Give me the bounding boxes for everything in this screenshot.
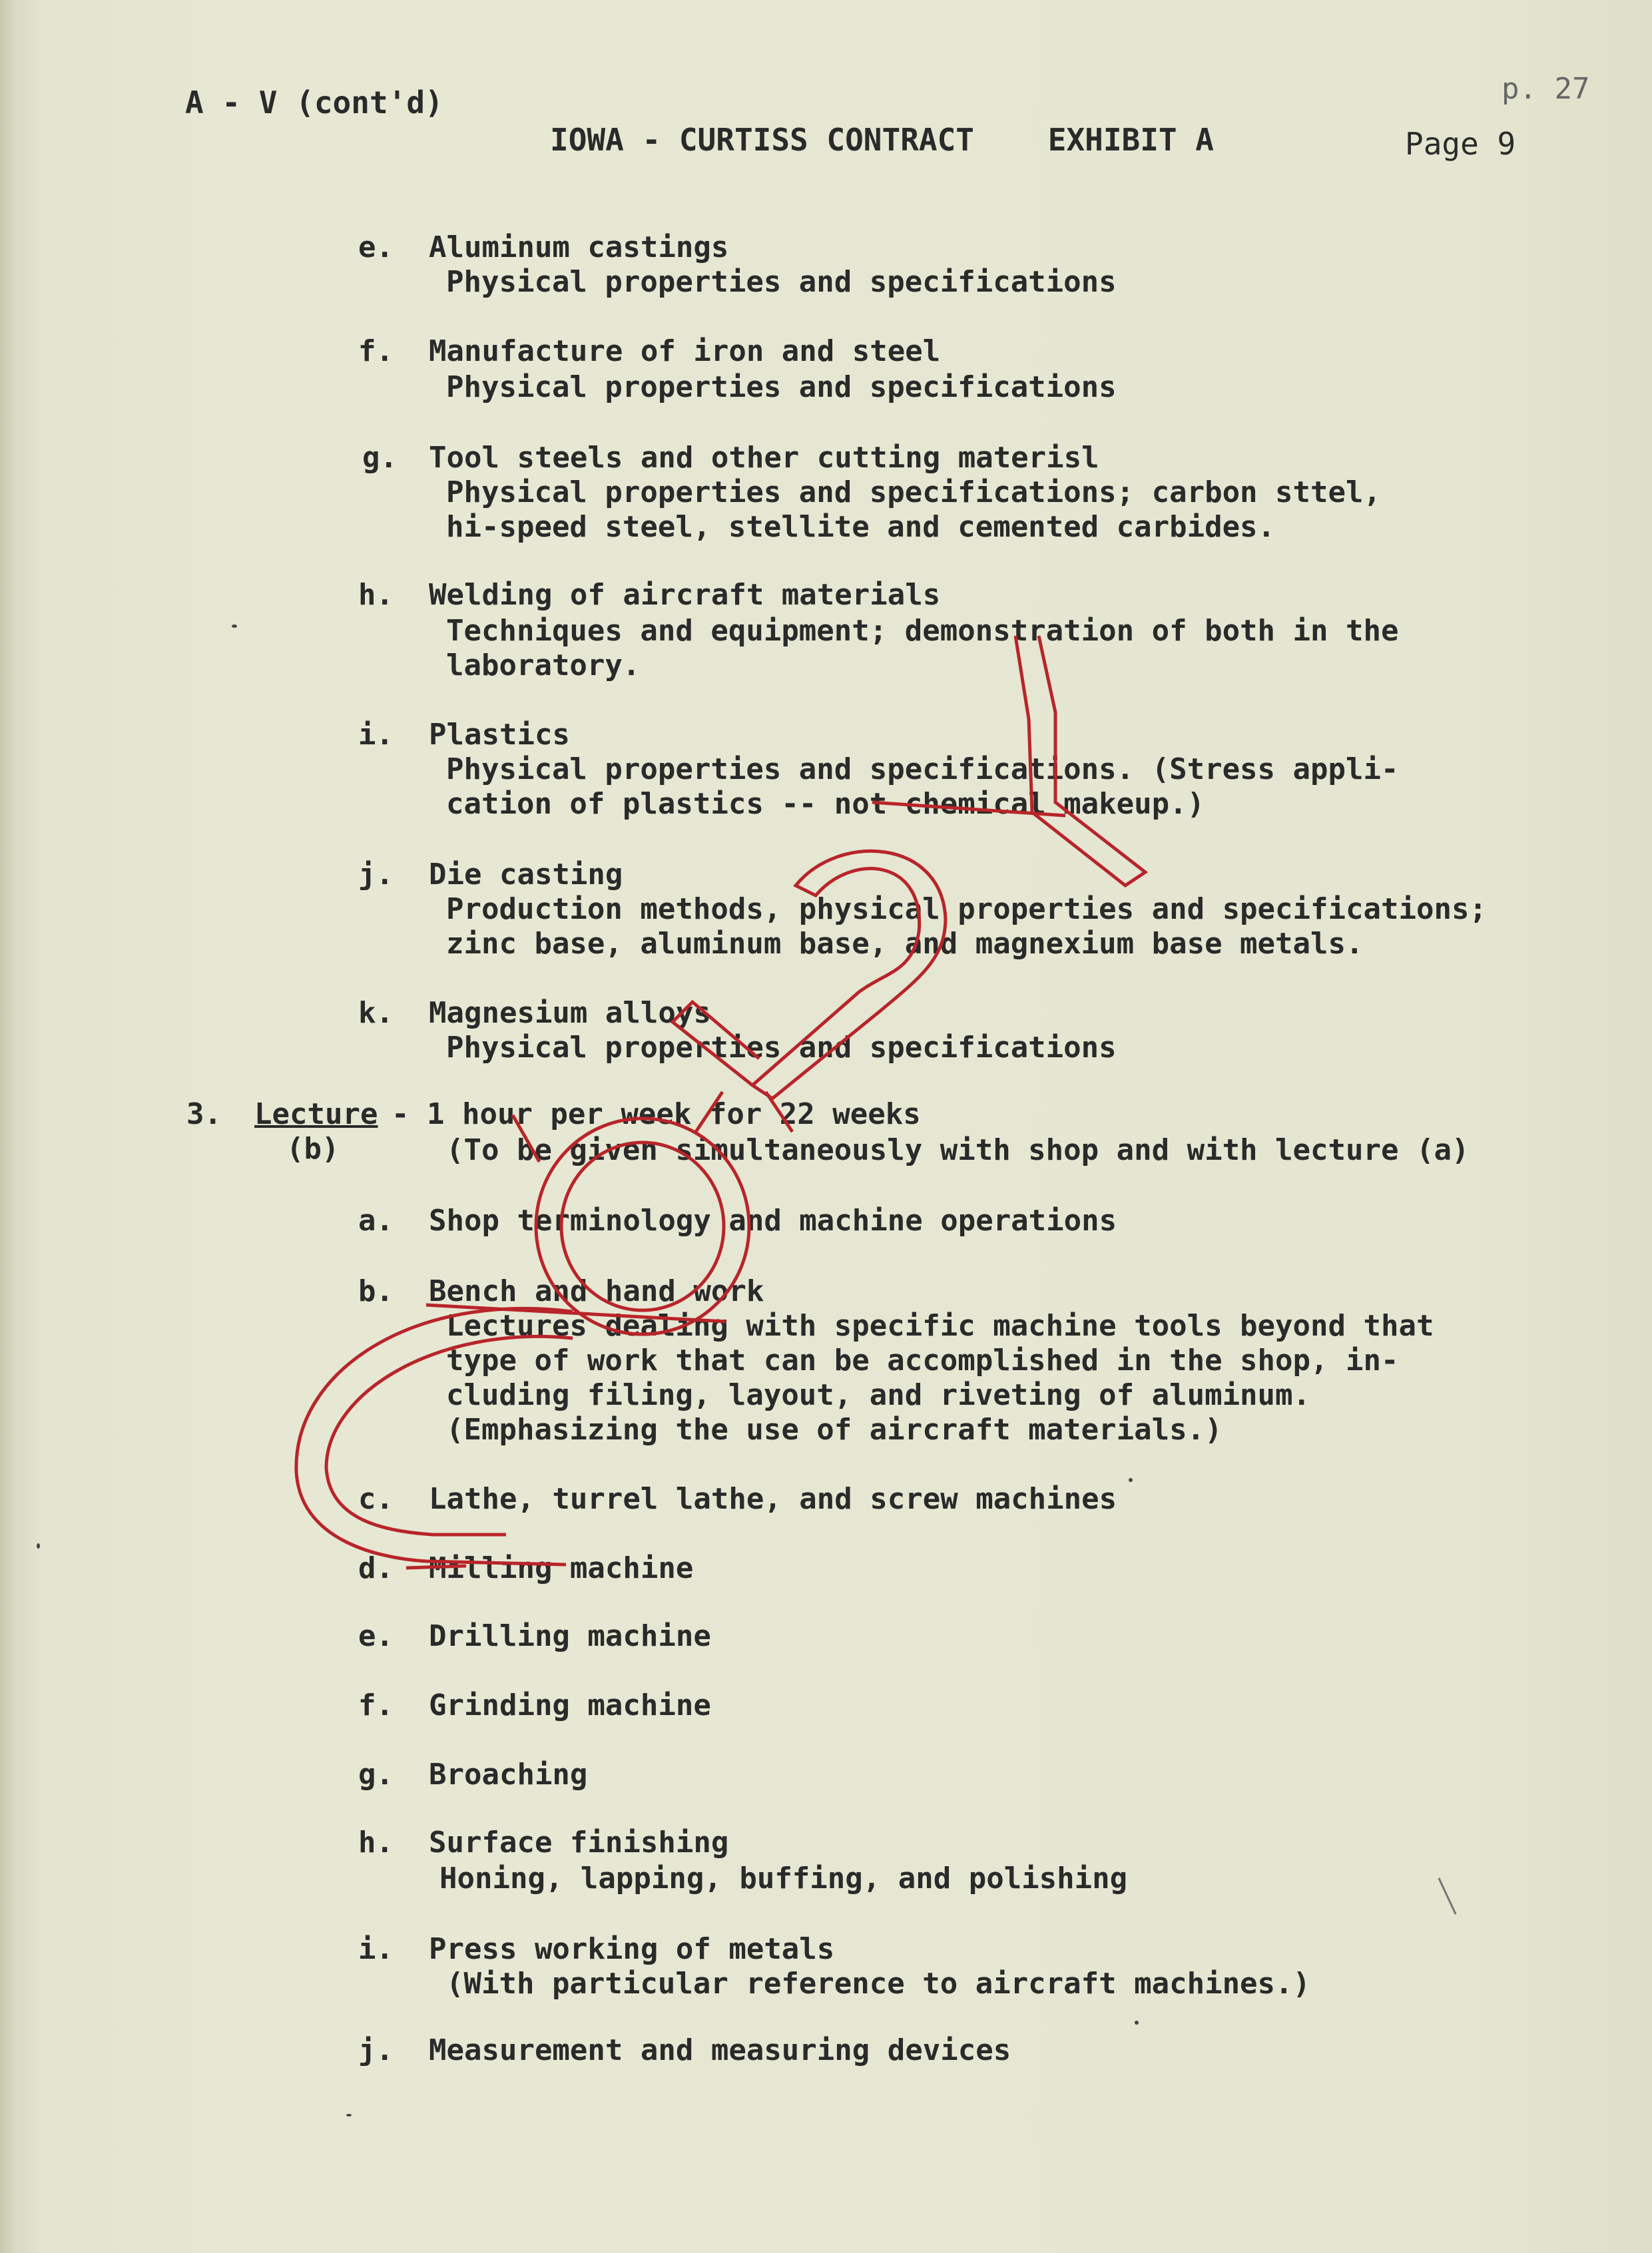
item-title: Drilling machine <box>429 1619 711 1653</box>
paper-mark <box>1438 1878 1456 1915</box>
item-title: Welding of aircraft materials <box>429 578 941 612</box>
paper-speck <box>346 2114 352 2117</box>
item-line: Physical properties and specifications <box>446 265 1117 299</box>
item-letter: i. <box>358 1932 394 1966</box>
item-letter: i. <box>358 718 394 752</box>
item-letter: g. <box>362 441 398 475</box>
item-title: Aluminum castings <box>429 230 729 264</box>
page-label: Page 9 <box>1405 126 1516 162</box>
item-line: Honing, lapping, buffing, and polishing <box>439 1862 1128 1895</box>
item-title: Grinding machine <box>429 1688 711 1722</box>
item-line: (Emphasizing the use of aircraft materials.) <box>446 1413 1223 1447</box>
item-title: Lathe, turrel lathe, and screw machines <box>429 1482 1117 1516</box>
item-title: Milling machine <box>429 1551 694 1585</box>
paper-speck <box>1135 2021 1139 2025</box>
item-line: Production methods, physical properties and specifications; <box>446 892 1487 926</box>
item-letter: c. <box>358 1482 394 1516</box>
item-title: Plastics <box>429 718 570 752</box>
item-title: Surface finishing <box>429 1826 729 1860</box>
item-line: type of work that can be accomplished in the shop, in- <box>446 1344 1399 1377</box>
item-letter: e. <box>358 1619 394 1653</box>
item-line: Physical properties and specifications <box>446 1031 1117 1065</box>
header-left: A - V (cont'd) <box>185 85 443 121</box>
item-letter: g. <box>358 1758 394 1792</box>
page-number: p. 27 <box>1502 72 1590 106</box>
item-letter: h. <box>358 578 394 612</box>
paper-speck <box>1129 1478 1133 1482</box>
item-title: Measurement and measuring devices <box>429 2033 1011 2067</box>
item-line: Physical properties and specifications <box>446 370 1117 404</box>
item-letter: k. <box>358 996 394 1030</box>
section-number: 3. <box>186 1097 222 1131</box>
item-line: (With particular reference to aircraft machines.) <box>446 1967 1311 2001</box>
item-title: Tool steels and other cutting materisl <box>429 441 1099 475</box>
item-letter: j. <box>358 858 394 891</box>
item-letter: f. <box>358 1688 394 1722</box>
item-letter: j. <box>358 2033 394 2067</box>
item-title: Broaching <box>429 1758 588 1792</box>
item-line: zinc base, aluminum base, and magnexium base metals. <box>446 927 1364 961</box>
section-label: Lecture <box>254 1097 378 1131</box>
item-title: Magnesium alloys <box>429 996 711 1030</box>
item-letter: f. <box>358 334 394 368</box>
item-title: Manufacture of iron and steel <box>429 334 941 368</box>
item-line: Techniques and equipment; demonstration of both in the <box>446 614 1399 648</box>
item-line: cation of plastics -- not chemical makeup.) <box>446 787 1205 821</box>
section-label-sub: (b) <box>286 1132 340 1166</box>
item-line: Physical properties and specifications; carbon sttel, <box>446 475 1381 509</box>
item-letter: a. <box>358 1204 394 1238</box>
section-note: (To be given simultaneously with shop and with lecture (a) <box>446 1133 1470 1167</box>
item-title: Bench and hand work <box>429 1274 764 1308</box>
item-title: Die casting <box>429 858 623 891</box>
section-schedule: - 1 hour per week for 22 weeks <box>392 1097 921 1131</box>
header-title: IOWA - CURTISS CONTRACT EXHIBIT A <box>550 122 1214 158</box>
item-letter: b. <box>358 1274 394 1308</box>
item-line: Lectures dealing with specific machine tools beyond that <box>446 1309 1434 1343</box>
paper-speck <box>232 625 237 628</box>
item-line: Physical properties and specifications. (Stress appli- <box>446 752 1399 786</box>
page-edge <box>0 0 19 2253</box>
item-letter: h. <box>358 1826 394 1860</box>
item-title: Press working of metals <box>429 1932 835 1966</box>
item-letter: e. <box>358 230 394 264</box>
item-line: hi-speed steel, stellite and cemented carbides. <box>446 510 1276 544</box>
item-line: cluding filing, layout, and riveting of aluminum. <box>446 1378 1311 1412</box>
item-line: laboratory. <box>446 648 641 682</box>
paper-speck <box>37 1543 40 1549</box>
item-title: Shop terminology and machine operations <box>429 1204 1117 1238</box>
item-letter: d. <box>358 1551 394 1585</box>
